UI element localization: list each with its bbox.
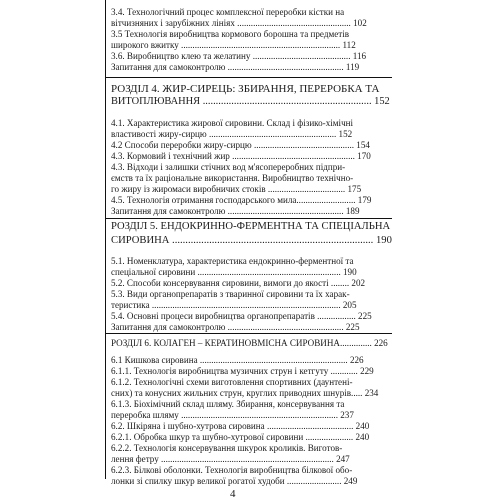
toc-line: 6.1.3. Біохімічний склад шляму. Збирання, консервування та — [111, 399, 345, 409]
toc-line: Запитання для самоконтролю ................................................... 119 — [111, 62, 360, 72]
section-divider — [105, 218, 392, 219]
toc-line: 6.2. Шкіряна і шубно-хутрова сировина ...................................... 240 — [111, 421, 370, 431]
toc-section-heading: СИРОВИНА ............................................................................ 190 — [111, 235, 392, 246]
toc-line: 6.2.2. Технологія консервування шкурок кроликів. Виготов- — [111, 443, 343, 453]
section-divider — [105, 333, 392, 334]
toc-line: Запитання для самоконтролю ................................................... 225 — [111, 322, 360, 332]
section-divider — [105, 77, 392, 78]
toc-line: 6.2.1. Обробка шкур та шубно-хутрової сировини ..................... 240 — [111, 432, 370, 442]
toc-section-heading: ВИТОПЛЮВАННЯ ................................................................. 152 — [111, 96, 390, 107]
toc-line: широкого вжитку ...................................................................... 112 — [111, 40, 356, 50]
toc-line: властивості жиру-сирцю ........................................................ 152 — [111, 129, 353, 139]
toc-line: 6.1.1. Технологія виробництва музичних струн і кетгуту ............ 229 — [111, 366, 374, 376]
toc-line: го жиру із жиромаси виробничих стоків .................................. 175 — [111, 184, 362, 194]
page-number: 4 — [230, 488, 236, 500]
toc-line: 5.3. Види органопрепаратів з тваринної сировини та їх харак- — [111, 289, 350, 299]
toc-line: лення фетру ............................................................................ 247 — [111, 454, 350, 464]
toc-line: 4.3. Відходи і залишки стічних вод м'ясопереробних підпри- — [111, 162, 346, 172]
toc-line: сних) та конусних жильних струн, круглих приводних шнурів..... 234 — [111, 388, 379, 398]
toc-line: переробка шляму ..................................................................... 237 — [111, 410, 354, 420]
toc-line: Запитання для самоконтролю ................................................... 189 — [111, 206, 360, 216]
toc-section-heading: РОЗДІЛ 6. КОЛАГЕН – КЕРАТИНОВМІСНА СИРОВИНА.............. 226 — [111, 338, 388, 348]
toc-line: 6.1.2. Технологічні схеми виготовлення спортивних (даунтені- — [111, 377, 353, 387]
toc-line: 6.1 Кишкова сировина ................................................................. 226 — [111, 355, 364, 365]
toc-line: 4.1. Характеристика жирової сировини. Склад і фізико-хімічні — [111, 118, 354, 128]
toc-line: 6.2.3. Білкові оболонки. Технологія виробництва білкової обо- — [111, 465, 353, 475]
toc-line: вітчизняних і зарубіжних лініях .................................................. 102 — [111, 18, 367, 28]
toc-line: ємств та їх раціональне використання. Виробництво технічно- — [111, 173, 354, 183]
toc-line: теристика ................................................................................... 205 — [111, 300, 357, 310]
toc-line: 4.5. Технологія отримання господарського мила.......................... 179 — [111, 195, 372, 205]
toc-line: спеціальної сировини ............................................................... 190 — [111, 267, 357, 277]
toc-line: 5.1. Номенклатура, характеристика ендокринно-ферментної та — [111, 256, 354, 266]
toc-line: лонки зі спилку шкур великої рогатої худоби ........................ 249 — [111, 476, 358, 486]
toc-section-heading: РОЗДІЛ 5. ЕНДОКРИННО-ФЕРМЕНТНА ТА СПЕЦІАЛЬНА — [111, 221, 391, 232]
toc-line: 3.4. Технологічний процес комплексної переробки кістки на — [111, 7, 345, 17]
toc-line: 4.2 Способи переробки жиру-сирцю ............................................ 154 — [111, 140, 370, 150]
toc-line: 3.6. Виробництво клею та желатину ........................................... 116 — [111, 51, 367, 61]
toc-line: 4.3. Кормовий і технічний жир ...................................................... 170 — [111, 151, 371, 161]
toc-section-heading: РОЗДІЛ 4. ЖИР-СИРЕЦЬ: ЗБИРАННЯ, ПЕРЕРОБКА ТА — [111, 83, 380, 95]
toc-line: 5.4. Основні процеси виробництва органопрепаратів ................. 225 — [111, 311, 372, 321]
left-rule — [105, 0, 106, 479]
toc-line: 5.2. Способи консервування сировини, вимоги до якості ........ 202 — [111, 278, 366, 288]
toc-line: 3.5 Технологія виробництва кормового борошна та предметів — [111, 29, 350, 39]
